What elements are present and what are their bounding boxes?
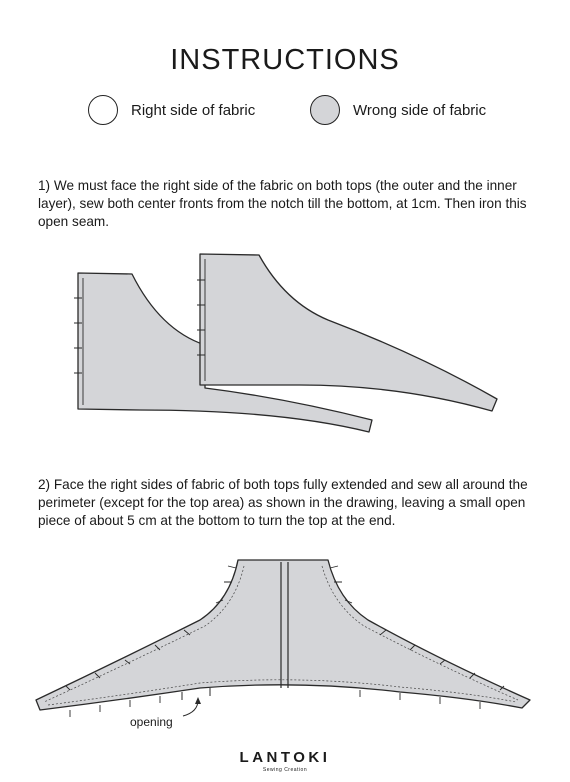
legend-wrong-side-label: Wrong side of fabric [353, 101, 487, 119]
step-2-text: 2) Face the right sides of fabric of both tops fully extended and sew all around the perimeter (except for the top area) as shown in the drawing, leaving a small open piece of about 5 cm at the bottom to turn the top at the end. [38, 477, 528, 528]
page-title: INSTRUCTIONS [170, 44, 400, 76]
brand-logo: LANTOKI [239, 749, 331, 766]
extended-top-piece [36, 560, 530, 710]
step-1-text: 1) We must face the right side of the fabric on both tops (the outer and the inner layer), sew both center fronts from the notch till the bottom, at 1cm. Then iron this open seam. [38, 178, 527, 229]
legend-right-side-label: Right side of fabric [131, 101, 256, 119]
brand-tagline: Sewing Creation [262, 767, 308, 773]
opening-label: opening [130, 715, 173, 729]
